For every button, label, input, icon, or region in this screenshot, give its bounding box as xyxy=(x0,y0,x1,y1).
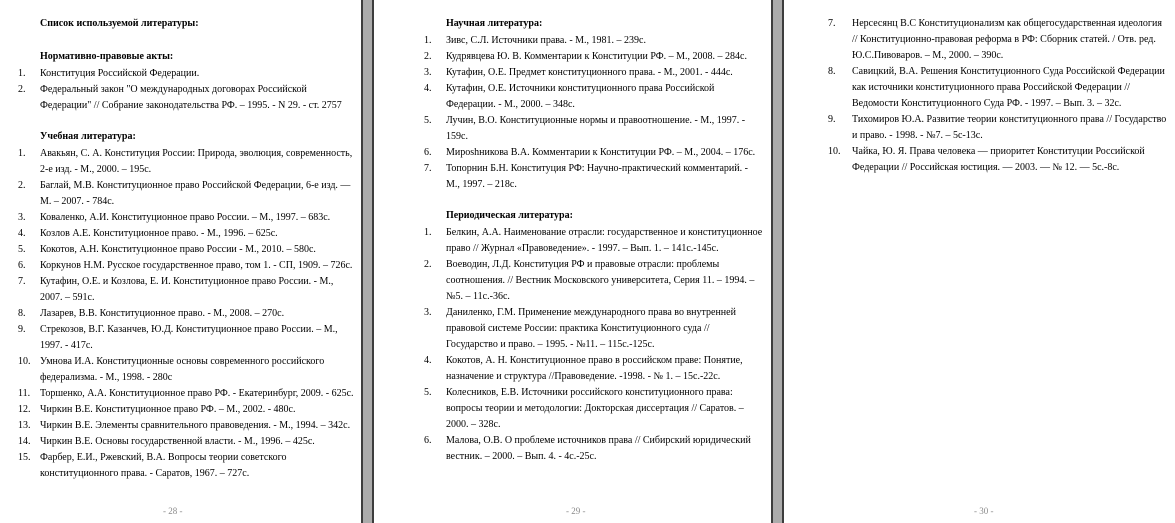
reference-number: 3. xyxy=(424,67,432,78)
reference-line: Федеральный закон "О международных договорах Российской xyxy=(40,84,307,95)
reference-number: 12. xyxy=(18,404,31,415)
page-gap xyxy=(361,0,374,523)
reference-line: Козлов А.Е. Конституционное право. - М., 1996. – 625с. xyxy=(40,228,278,239)
reference-item xyxy=(424,161,755,193)
reference-line: соотношения. // Вестник Московского университета, Серия 11. – 1994. – xyxy=(446,275,755,286)
reference-item xyxy=(18,66,345,82)
reference-item xyxy=(828,64,1165,112)
reference-item xyxy=(18,178,351,210)
reference-number: 6. xyxy=(424,147,432,158)
reference-line: 1997. - 417с. xyxy=(40,340,93,351)
reference-line: Колесников, Е.В. Источники российского конституционного права: xyxy=(446,387,733,398)
reference-line: Чайка, Ю. Я. Права человека — приоритет Конституции Российской xyxy=(852,146,1145,157)
reference-line: Топорнин Б.Н. Конституция РФ: Научно-практический комментарий. - xyxy=(446,163,748,174)
reference-number: 10. xyxy=(18,356,31,367)
page-number: - 28 - xyxy=(163,506,183,516)
document-page-29 xyxy=(374,0,771,523)
reference-line: конституционного права. - Саратов, 1967. – 727с. xyxy=(40,468,250,479)
reference-item xyxy=(424,33,755,49)
reference-line: Кокотов, А.Н. Конституционное право России - М., 2010. – 580с. xyxy=(40,244,316,255)
document-page-28 xyxy=(0,0,361,523)
reference-line: Конституция Российской Федерации. xyxy=(40,68,200,79)
reference-number: 3. xyxy=(18,212,26,223)
reference-item xyxy=(424,65,755,81)
reference-number: 10. xyxy=(828,146,841,157)
reference-item xyxy=(18,258,353,274)
reference-line: Коваленко, А.И. Конституционное право России. – М., 1997. – 683с. xyxy=(40,212,331,223)
reference-line: 2000. – 328с. xyxy=(446,419,501,430)
reference-line: Кутафин, О.Е. Источники конституционного права Российской xyxy=(446,83,715,94)
page-number: - 29 - xyxy=(566,506,586,516)
reference-number: 2. xyxy=(424,51,432,62)
reference-number: 8. xyxy=(18,308,26,319)
reference-item xyxy=(424,433,755,465)
reference-item xyxy=(424,225,763,257)
reference-line: федерализма. - М., 1998. - 280с xyxy=(40,372,173,383)
reference-line: Федерации // Российская юстиция. — 2003. — № 12. — 5с.-8с. xyxy=(852,162,1120,173)
bibliography-title: Список используемой литературы: xyxy=(40,18,199,29)
reference-number: 15. xyxy=(18,452,31,463)
reference-line: Чиркин В.Е. Конституционное право РФ. – М., 2002. - 480с. xyxy=(40,404,296,415)
reference-line: Кутафин, О.Е. Предмет конституционного права. - М., 2001. - 444с. xyxy=(446,67,733,78)
reference-number: 5. xyxy=(424,387,432,398)
reference-line: Государство и право. – 1995. - №11. – 115с.-125с. xyxy=(446,339,655,350)
reference-line: Воеводин, Л.Д. Конституция РФ и правовые отрасли: проблемы xyxy=(446,259,720,270)
reference-line: Баглай, М.В. Конституционное право Российской Федерации, 6-е изд. — xyxy=(40,180,351,191)
reference-item xyxy=(18,210,345,226)
reference-line: Мироshникова В.А. Комментарии к Конституции РФ. – М., 2004. – 176с. xyxy=(446,147,756,158)
reference-line: Торшенко, А.А. Конституционное право РФ. - Екатеринбург, 2009. - 625с. xyxy=(40,388,354,399)
reference-item xyxy=(424,113,755,145)
reference-line: М. – 2007. - 784с. xyxy=(40,196,115,207)
reference-item xyxy=(424,257,755,305)
reference-number: 6. xyxy=(18,260,26,271)
reference-line: Федерации" // Собрание законодательства РФ. – 1995. - N 29. - ст. 2757 xyxy=(40,100,342,111)
reference-line: Малова, О.В. О проблеме источников права // Сибирский юридический xyxy=(446,435,751,446)
reference-item xyxy=(18,82,345,114)
reference-line: и право. - 1998. - №7. – 5с-13с. xyxy=(852,130,983,141)
reference-line: Белкин, А.А. Наименование отрасли: государственное и конституционное xyxy=(446,227,763,238)
reference-item xyxy=(18,418,351,434)
reference-number: 7. xyxy=(828,18,836,29)
reference-number: 3. xyxy=(424,307,432,318)
reference-number: 5. xyxy=(18,244,26,255)
reference-line: вестник. – 2000. – Вып. 4. - 4с.-25с. xyxy=(446,451,597,462)
reference-number: 2. xyxy=(18,84,26,95)
reference-number: 1. xyxy=(424,35,432,46)
reference-number: 13. xyxy=(18,420,31,431)
reference-line: Авакьян, С. А. Конституция России: Природа, эволюция, современность, xyxy=(40,148,353,159)
reference-line: Нерсесянц В.С Конституционализм как общегосударственная идеология xyxy=(852,18,1162,29)
section-heading: Периодическая литература: xyxy=(446,210,573,221)
reference-number: 4. xyxy=(424,355,432,366)
reference-item xyxy=(424,305,755,353)
reference-item xyxy=(18,226,345,242)
page-number: - 30 - xyxy=(974,506,994,516)
page-gap xyxy=(771,0,784,523)
reference-line: // Конституционно-правовая реформа в РФ: Сборник статей. / Отв. ред. xyxy=(852,34,1156,45)
reference-number: 4. xyxy=(424,83,432,94)
reference-number: 1. xyxy=(424,227,432,238)
reference-line: вопросы теории и методологии: Докторская диссертация // Саратов. – xyxy=(446,403,744,414)
reference-number: 7. xyxy=(18,276,26,287)
reference-line: Кутафин, О.Е. и Козлова, Е. И. Конституционное право России. - М., xyxy=(40,276,334,287)
reference-number: 9. xyxy=(18,324,26,335)
reference-line: Ведомости Конституционного Суда РФ. - 1997. – Вып. 3. – 32с. xyxy=(852,98,1122,109)
reference-item xyxy=(828,144,1159,176)
reference-line: 159с. xyxy=(446,131,468,142)
reference-item xyxy=(18,434,345,450)
reference-number: 14. xyxy=(18,436,31,447)
reference-number: 2. xyxy=(424,259,432,270)
reference-line: право // Журнал «Правоведение». - 1997. – Вып. 1. – 141с.-145с. xyxy=(446,243,719,254)
reference-line: Лучин, В.О. Конституционные нормы и правоотношение. - М., 1997. - xyxy=(446,115,746,126)
section-heading: Научная литература: xyxy=(446,18,543,29)
reference-number: 2. xyxy=(18,180,26,191)
reference-item xyxy=(18,354,345,386)
reference-number: 11. xyxy=(18,388,31,399)
reference-item xyxy=(18,450,345,482)
reference-item xyxy=(18,146,353,178)
reference-line: 2-е изд. - М., 2000. – 195с. xyxy=(40,164,152,175)
reference-line: Федерации. - М., 2000. – 348с. xyxy=(446,99,575,110)
reference-item xyxy=(828,112,1167,144)
reference-line: №5. – 11с.-36с. xyxy=(446,291,510,302)
reference-line: Коркунов Н.М. Русское государственное право, том 1. - СП, 1909. – 726с. xyxy=(40,260,353,271)
reference-item xyxy=(424,49,755,65)
reference-item xyxy=(424,81,755,113)
reference-line: Зивс, С.Л. Источники права. - М., 1981. – 239с. xyxy=(446,35,646,46)
reference-item xyxy=(424,145,755,161)
reference-line: назначение и структура //Правоведение. -1998. - № 1. – 15с.-22с. xyxy=(446,371,721,382)
reference-line: Кокотов, А. Н. Конституционное право в российском праве: Понятие, xyxy=(446,355,743,366)
section-heading: Учебная литература: xyxy=(40,131,136,142)
reference-number: 7. xyxy=(424,163,432,174)
reference-line: Кудрявцева Ю. В. Комментарии к Конституции РФ. – М., 2008. – 284с. xyxy=(446,51,747,62)
reference-item xyxy=(18,402,345,418)
reference-line: как источники конституционного права Российской Федерации // xyxy=(852,82,1130,93)
section-heading: Нормативно-правовые акты: xyxy=(40,51,174,62)
reference-line: Даниленко, Г.М. Применение международного права во внутренней xyxy=(446,307,736,318)
reference-number: 5. xyxy=(424,115,432,126)
reference-item xyxy=(18,274,345,306)
reference-item xyxy=(18,306,345,322)
reference-line: правовой системе России: практика Конституционного суда // xyxy=(446,323,710,334)
reference-number: 1. xyxy=(18,148,26,159)
reference-number: 1. xyxy=(18,68,26,79)
reference-line: 2007. – 591с. xyxy=(40,292,95,303)
reference-number: 6. xyxy=(424,435,432,446)
reference-line: Чиркин В.Е. Основы государственной власти. - М., 1996. – 425с. xyxy=(40,436,315,447)
reference-item xyxy=(424,353,755,385)
reference-line: М., 1997. – 218с. xyxy=(446,179,517,190)
reference-item xyxy=(18,242,345,258)
reference-line: Фарбер, Е.И., Ржевский, В.А. Вопросы теории советского xyxy=(40,452,287,463)
reference-item xyxy=(424,385,755,433)
reference-line: Умнова И.А. Конституционные основы современного российского xyxy=(40,356,325,367)
document-page-30 xyxy=(784,0,1175,523)
reference-line: Чиркин В.Е. Элементы сравнительного правоведения. - М., 1994. – 342с. xyxy=(40,420,351,431)
reference-item xyxy=(828,16,1162,64)
reference-line: Стрекозов, В.Г. Казанчев, Ю.Д. Конституционное право России. – М., xyxy=(40,324,338,335)
reference-number: 8. xyxy=(828,66,836,77)
reference-line: Лазарев, В.В. Конституционное право. - М., 2008. – 270с. xyxy=(40,308,285,319)
reference-line: Савицкий, В.А. Решения Конституционного Суда Российской Федерации xyxy=(852,66,1165,77)
reference-number: 9. xyxy=(828,114,836,125)
reference-item xyxy=(18,386,354,402)
reference-line: Ю.С.Пивоваров. – М., 2000. – 390с. xyxy=(852,50,1004,61)
reference-number: 4. xyxy=(18,228,26,239)
reference-line: Тихомиров Ю.А. Развитие теории конституционного права // Государство xyxy=(852,114,1167,125)
reference-item xyxy=(18,322,345,354)
